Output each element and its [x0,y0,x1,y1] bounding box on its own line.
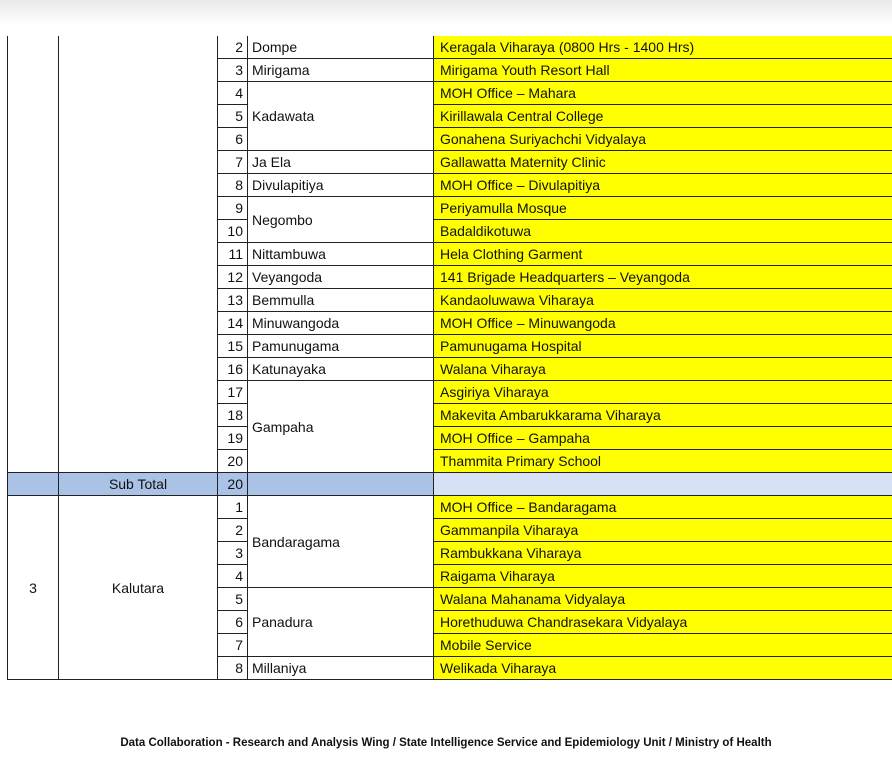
row-number: 8 [218,657,248,680]
subtotal-blank [434,473,892,496]
moh-division: Kadawata [248,82,434,151]
moh-division: Bandaragama [248,496,434,588]
row-number: 9 [218,197,248,220]
row-number: 16 [218,358,248,381]
row-number: 20 [218,450,248,473]
row-number: 2 [218,519,248,542]
subtotal-row [8,473,892,496]
row-number: 2 [218,36,248,59]
row-number: 7 [218,151,248,174]
vaccination-centre: MOH Office – Mahara [434,82,892,105]
vaccination-centre: Raigama Viharaya [434,565,892,588]
subtotal-label: Sub Total [59,473,218,496]
vaccination-centre: Welikada Viharaya [434,657,892,680]
vaccination-centre: Gammanpila Viharaya [434,519,892,542]
row-number: 18 [218,404,248,427]
district-name-cell: Kalutara [59,496,218,680]
moh-division: Bemmulla [248,289,434,312]
moh-division: Panadura [248,588,434,657]
vaccination-centre: MOH Office – Minuwangoda [434,312,892,335]
vaccination-centre: Pamunugama Hospital [434,335,892,358]
vaccination-centre: Makevita Ambarukkarama Viharaya [434,404,892,427]
district-name-cell [59,36,218,473]
table-row [8,496,892,519]
vaccination-centre: Kandaoluwawa Viharaya [434,289,892,312]
vaccination-centre: Asgiriya Viharaya [434,381,892,404]
vaccination-centre: Horethuduwa Chandrasekara Vidyalaya [434,611,892,634]
row-number: 11 [218,243,248,266]
vaccination-centres-table [7,36,892,680]
vaccination-centre: MOH Office – Bandaragama [434,496,892,519]
vaccination-centre: Gonahena Suriyachchi Vidyalaya [434,128,892,151]
district-no-cell [8,36,59,473]
vaccination-centre: 141 Brigade Headquarters – Veyangoda [434,266,892,289]
row-number: 7 [218,634,248,657]
subtotal-blank [8,473,59,496]
district-no-cell: 3 [8,496,59,680]
vaccination-centre: Walana Viharaya [434,358,892,381]
moh-division: Mirigama [248,59,434,82]
moh-division: Pamunugama [248,335,434,358]
row-number: 4 [218,82,248,105]
moh-division: Minuwangoda [248,312,434,335]
row-number: 4 [218,565,248,588]
moh-division: Negombo [248,197,434,243]
vaccination-centre: Mobile Service [434,634,892,657]
vaccination-centre: Mirigama Youth Resort Hall [434,59,892,82]
vaccination-centre: Kirillawala Central College [434,105,892,128]
row-number: 3 [218,59,248,82]
vaccination-centre: Rambukkana Viharaya [434,542,892,565]
row-number: 10 [218,220,248,243]
row-number: 12 [218,266,248,289]
row-number: 6 [218,611,248,634]
vaccination-centre: Gallawatta Maternity Clinic [434,151,892,174]
vaccination-centre: Periyamulla Mosque [434,197,892,220]
row-number: 15 [218,335,248,358]
row-number: 14 [218,312,248,335]
moh-division: Millaniya [248,657,434,680]
moh-division: Gampaha [248,381,434,473]
row-number: 1 [218,496,248,519]
subtotal-blank [248,473,434,496]
row-number: 13 [218,289,248,312]
subtotal-value: 20 [218,473,248,496]
vaccination-centre: Keragala Viharaya (0800 Hrs - 1400 Hrs) [434,36,892,59]
row-number: 5 [218,588,248,611]
vaccination-centre: MOH Office – Gampaha [434,427,892,450]
vaccination-centre: Hela Clothing Garment [434,243,892,266]
vaccination-centre: Badaldikotuwa [434,220,892,243]
moh-division: Katunayaka [248,358,434,381]
table-row [8,36,892,59]
moh-division: Veyangoda [248,266,434,289]
row-number: 3 [218,542,248,565]
row-number: 17 [218,381,248,404]
vaccination-centre: Walana Mahanama Vidyalaya [434,588,892,611]
footer-credit: Data Collaboration - Research and Analysis Wing / State Intelligence Service and Epidemiology Unit / Ministry of Health [120,737,772,749]
row-number: 5 [218,105,248,128]
moh-division: Divulapitiya [248,174,434,197]
moh-division: Dompe [248,36,434,59]
vaccination-centre: Thammita Primary School [434,450,892,473]
moh-division: Ja Ela [248,151,434,174]
vaccination-centre: MOH Office – Divulapitiya [434,174,892,197]
viewer-top-bar [0,0,892,26]
row-number: 8 [218,174,248,197]
row-number: 6 [218,128,248,151]
moh-division: Nittambuwa [248,243,434,266]
row-number: 19 [218,427,248,450]
